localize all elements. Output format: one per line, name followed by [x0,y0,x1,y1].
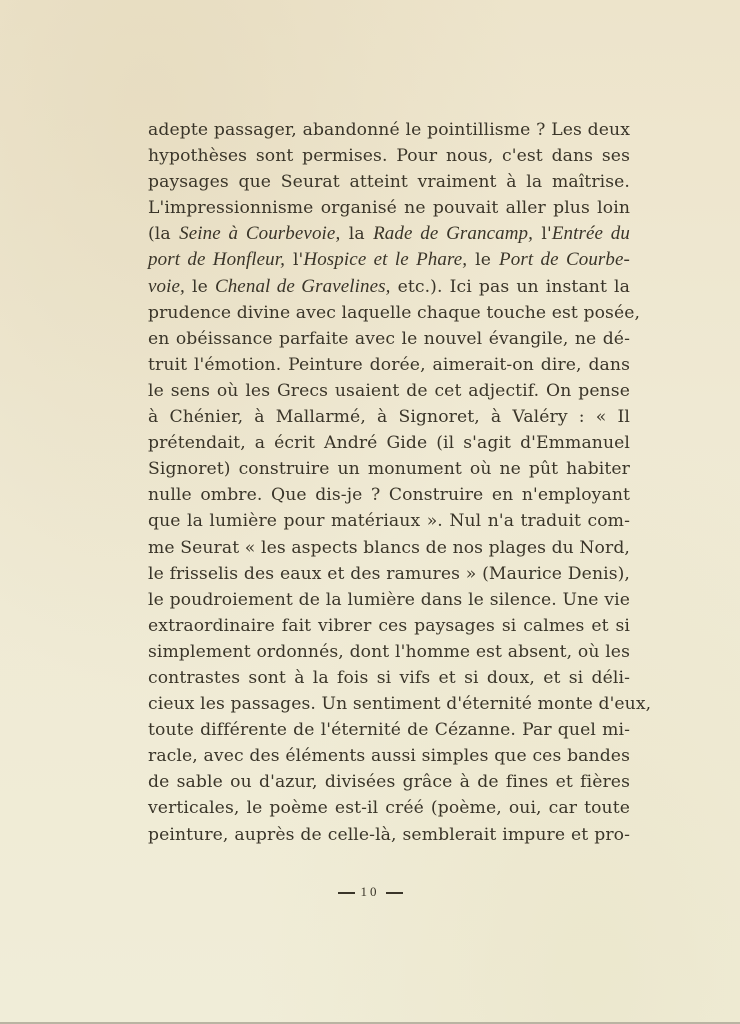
text-line [148,743,630,769]
text-run: le poudroiement de la lumière dans le silence. Une vie [148,589,630,610]
italic-title: Hospice et le Phare, [303,249,468,271]
text-run: prudence divine avec laquelle chaque touche est posée, [148,302,641,323]
folio-dash-right [386,892,403,894]
text-line [148,326,630,352]
text-line [148,404,630,430]
italic-title: Seine à Courbevoie, [179,223,341,245]
text-run: verticales, le poème est-il créé (poème, oui, car toute [148,798,630,819]
text-line [148,613,630,639]
text-run: L'impressionnisme organisé ne pouvait aller plus loin [148,198,630,219]
text-run: adepte passager, abandonné le pointillisme ? Les deux [148,120,630,140]
text-line [148,665,630,691]
text-run: à Chénier, à Mallarmé, à Signoret, à Valéry : « Il [148,407,630,428]
italic-title: Rade de Grancamp, [373,223,533,245]
text-run: extraordinaire fait vibrer ces paysages si calmes et si [148,615,630,636]
text-line [148,430,630,456]
text-run: hypothèses sont permises. Pour nous, c'est dans ses [148,146,630,167]
text-run: prétendait, a écrit André Gide (il s'agit d'Emmanuel [148,433,630,454]
text-line [148,535,630,561]
text-line [148,795,630,821]
text-run: le sens où les Grecs usaient de cet adjectif. On pense [148,380,630,401]
text-line [148,247,630,273]
folio-dash-left [338,892,355,894]
italic-title: Port de Courbe- [499,249,630,271]
text-run: de sable ou d'azur, divisées grâce à de fines et fières [148,772,630,793]
text-line [148,717,630,743]
text-line [148,352,630,378]
text-run: Signoret) construire un monument où ne pût habiter [148,459,630,480]
text-run: (la [148,224,180,245]
text-line [148,482,630,508]
text-line [148,221,630,247]
text-line [148,274,630,300]
text-run: simplement ordonnés, dont l'homme est absent, où les [148,641,630,662]
text-line [148,378,630,404]
text-line [148,300,641,326]
text-run: toute différente de l'éternité de Cézanne. Par quel mi- [148,720,630,741]
italic-title: Chenal de Gravelines, [214,275,391,297]
italic-title: Entrée du [551,223,630,245]
text-line [148,561,630,587]
text-line [148,117,630,143]
body-text [148,117,652,848]
text-run: racle, avec des éléments aussi simples que ces bandes [148,746,630,767]
text-run: le [184,276,215,297]
text-line [148,587,630,613]
text-run: nulle ombre. Que dis-je ? Construire en n'employant [148,485,630,506]
text-run: la [340,224,374,245]
text-line [148,169,630,195]
text-run: paysages que Seurat atteint vraiment à la maîtrise. [148,172,630,193]
text-run: l' [284,250,304,271]
text-line [148,691,652,717]
text-line [148,143,630,169]
text-line [148,769,630,795]
text-run: contrastes sont à la fois si vifs et si doux, et si déli- [148,667,630,688]
text-run: cieux les passages. Un sentiment d'éternité monte d'eux, [148,694,652,715]
text-run: le [467,250,500,271]
page-number-value: 10 [360,884,380,899]
text-run: le frisselis des eaux et des ramures » (Maurice Denis), [148,563,630,584]
text-run: l' [532,224,552,245]
italic-title: voie, [148,275,185,297]
text-line [148,456,630,482]
text-line [148,195,630,221]
italic-title: port de Honfleur, [148,249,285,271]
text-run: que la lumière pour matériaux ». Nul n'a traduit com- [148,511,630,532]
text-run: etc.). Ici pas un instant la [390,276,630,297]
text-run: peinture, auprès de celle-là, semblerait impure et pro- [148,824,630,845]
text-line [148,639,630,665]
text-line [148,508,630,534]
text-run: me Seurat « les aspects blancs de nos plages du Nord, [148,537,630,558]
text-run: en obéissance parfaite avec le nouvel évangile, ne dé- [148,328,630,349]
text-run: truit l'émotion. Peinture dorée, aimerait-on dire, dans [148,354,630,375]
text-line [148,822,630,848]
page-number [0,884,740,900]
